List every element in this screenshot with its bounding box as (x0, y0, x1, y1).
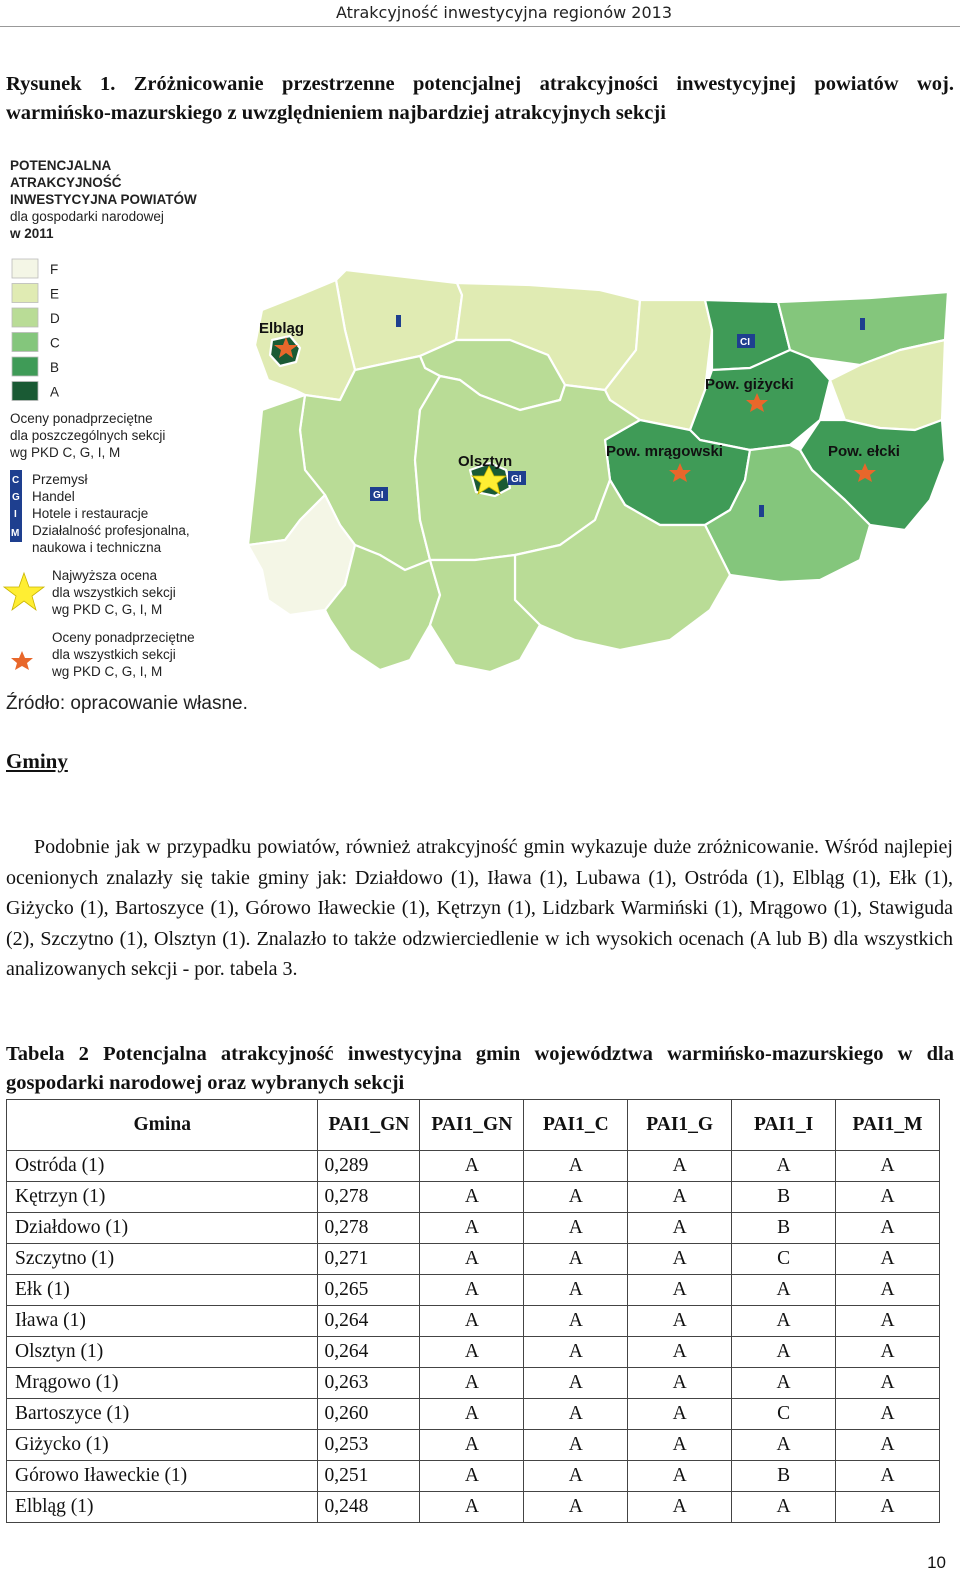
table-cell: 0,289 (318, 1151, 420, 1182)
cell-gmina: Ostróda (1) (7, 1151, 318, 1182)
table-cell: 0,278 (318, 1182, 420, 1213)
data-table (6, 1099, 940, 1523)
table-cell: A (836, 1151, 940, 1182)
legend-swatch-label: E (50, 286, 60, 302)
legend-section-code: G (12, 492, 20, 503)
table-cell: 0,263 (318, 1368, 420, 1399)
table-row (7, 1492, 940, 1523)
figure-source: Źródło: opracowanie własne. (6, 693, 248, 714)
table-row (7, 1182, 940, 1213)
legend-section-code: M (11, 528, 20, 539)
table-cell: A (420, 1399, 524, 1430)
column-header: PAI1_C (524, 1100, 628, 1151)
cell-gmina: Olsztyn (1) (7, 1337, 318, 1368)
table-cell: 0,264 (318, 1306, 420, 1337)
legend-above-text: Oceny ponadprzeciętne (52, 630, 195, 645)
map-badge-i (759, 505, 764, 517)
column-header: PAI1_M (836, 1100, 940, 1151)
table-cell: A (836, 1275, 940, 1306)
legend-swatch-label: D (50, 311, 60, 326)
legend-swatch (12, 284, 38, 303)
table-cell: A (420, 1337, 524, 1368)
table-cell: 0,278 (318, 1213, 420, 1244)
map-label-mragowski: Pow. mrągowski (606, 443, 723, 460)
table-cell: A (732, 1492, 836, 1523)
table-cell: A (524, 1151, 628, 1182)
table-cell: A (420, 1306, 524, 1337)
cell-gmina: Mrągowo (1) (7, 1368, 318, 1399)
table-cell: A (628, 1430, 732, 1461)
table-cell: A (420, 1430, 524, 1461)
table-row (7, 1306, 940, 1337)
table-cell: A (420, 1492, 524, 1523)
table-cell: A (420, 1275, 524, 1306)
table-cell: 0,265 (318, 1275, 420, 1306)
table-cell: A (524, 1399, 628, 1430)
table-cell: A (836, 1337, 940, 1368)
table-cell: A (836, 1306, 940, 1337)
table-cell: A (524, 1492, 628, 1523)
table-cell: A (836, 1492, 940, 1523)
page-number: 10 (927, 1553, 946, 1572)
map-badge-gi-text: GI (373, 490, 384, 501)
body-paragraph: Podobnie jak w przypadku powiatów, również atrakcyjność gmin wykazuje duże zróżnicowanie. Wśród najlepiej ocenionych znalazły się takie gminy jak: Działdowo (1), Iława (1), Lubawa (1), Ostróda (1), Elbląg (1), Ełk (1), Giżycko (1), Bartoszyce (1), Górowo Iławeckie (1), Kętrzyn (1), Lidzbark Warmiński (1), Mrągowo (1), Stawiguda (2), Szczytno (1), Olsztyn (1). Znalazło to także odzwierciedlenie w ich wysokich ocenach (A lub B) dla wszystkich analizowanych sekcji - por. tabela 3. (6, 836, 953, 980)
map-regions (248, 270, 948, 672)
table-cell: A (628, 1399, 732, 1430)
legend-section-label: Działalność profesjonalna, (32, 523, 190, 538)
legend-section-code: C (12, 475, 20, 486)
table-cell: A (732, 1275, 836, 1306)
legend-swatch (12, 333, 38, 352)
running-title: Atrakcyjność inwestycyjna regionów 2013 (335, 3, 672, 22)
table-row (7, 1430, 940, 1461)
legend-above-text: dla wszystkich sekcji (52, 647, 176, 662)
table-cell: 0,260 (318, 1399, 420, 1430)
cell-gmina: Kętrzyn (1) (7, 1182, 318, 1213)
map-badge-gi-text: GI (511, 474, 522, 485)
column-header: PAI1_GN (420, 1100, 524, 1151)
legend-section-label: naukowa i techniczna (32, 540, 162, 555)
table-caption: Tabela 2 Potencjalna atrakcyjność inwestycyjna gmin województwa warmińsko-mazurskiego w dla gospodarki narodowej oraz wybranych sekcji (6, 1043, 954, 1094)
table-cell: A (836, 1461, 940, 1492)
table-cell: A (628, 1492, 732, 1523)
legend-swatch (12, 357, 38, 376)
table-cell: A (628, 1368, 732, 1399)
table-cell: A (524, 1337, 628, 1368)
legend-swatch-label: F (50, 262, 59, 277)
table-cell: A (836, 1244, 940, 1275)
table-cell: 0,264 (318, 1337, 420, 1368)
table-cell: A (836, 1368, 940, 1399)
table-header-row (7, 1100, 940, 1151)
table-cell: A (524, 1213, 628, 1244)
cell-gmina: Ełk (1) (7, 1275, 318, 1306)
table-cell: 0,253 (318, 1430, 420, 1461)
cell-gmina: Działdowo (1) (7, 1213, 318, 1244)
table-cell: A (420, 1461, 524, 1492)
table-cell: A (628, 1151, 732, 1182)
legend-section-code: I (14, 509, 17, 520)
table-cell: A (732, 1306, 836, 1337)
figure-caption: Rysunek 1. Zróżnicowanie przestrzenne potencjalnej atrakcyjności inwestycyjnej powiatów woj. warmińsko-mazurskiego z uwzględnieniem najbardziej atrakcyjnych sekcji (6, 73, 954, 124)
map-label-elblag: Elbląg (259, 320, 305, 337)
column-header: PAI1_GN (318, 1100, 420, 1151)
legend-swatch (12, 259, 38, 278)
legend-swatch-label: B (50, 360, 60, 375)
cell-gmina: Iława (1) (7, 1306, 318, 1337)
legend-sections-note: dla poszczególnych sekcji (10, 428, 166, 443)
table-cell: A (420, 1151, 524, 1182)
column-header: PAI1_I (732, 1100, 836, 1151)
table-cell: A (732, 1430, 836, 1461)
table-cell: 0,251 (318, 1461, 420, 1492)
legend-swatch (12, 382, 38, 401)
map-badge-i (860, 318, 865, 330)
table-cell: A (524, 1461, 628, 1492)
table-cell: C (732, 1399, 836, 1430)
legend-best-star-icon (4, 573, 44, 610)
table-cell: B (732, 1182, 836, 1213)
map-label-olsztyn: Olsztyn (458, 453, 513, 470)
table-cell: A (732, 1151, 836, 1182)
table-cell: A (524, 1306, 628, 1337)
table-row (7, 1368, 940, 1399)
table-cell: B (732, 1213, 836, 1244)
table-cell: A (628, 1461, 732, 1492)
table-cell: A (524, 1275, 628, 1306)
legend-best-text: dla wszystkich sekcji (52, 585, 176, 600)
table-cell: A (420, 1213, 524, 1244)
table-cell: A (524, 1182, 628, 1213)
table-cell: A (628, 1213, 732, 1244)
table-cell: A (628, 1337, 732, 1368)
table-cell: A (628, 1182, 732, 1213)
legend-above-star-icon (11, 651, 33, 670)
legend-swatch-label: C (50, 335, 60, 351)
table-cell: A (524, 1244, 628, 1275)
region-elblaski (255, 280, 355, 400)
legend-classes (12, 259, 60, 401)
table-row (7, 1337, 940, 1368)
legend-sections-note: wg PKD C, G, I, M (10, 445, 121, 460)
map-badge-ci-text: CI (740, 337, 750, 348)
table-cell: A (836, 1182, 940, 1213)
table-cell: A (420, 1244, 524, 1275)
cell-gmina: Bartoszyce (1) (7, 1399, 318, 1430)
legend-title-line: INWESTYCYJNA POWIATÓW (10, 192, 197, 207)
column-header: Gmina (7, 1100, 318, 1151)
legend-title-line: POTENCJALNA (10, 158, 112, 173)
legend-title-line: ATRAKCYJNOŚĆ (10, 175, 122, 190)
table-cell: 0,271 (318, 1244, 420, 1275)
section-heading: Gminy (6, 749, 68, 773)
table-row (7, 1213, 940, 1244)
table-row (7, 1399, 940, 1430)
table-cell: 0,248 (318, 1492, 420, 1523)
column-header: PAI1_G (628, 1100, 732, 1151)
legend-above-text: wg PKD C, G, I, M (52, 664, 163, 679)
table-body (7, 1151, 940, 1523)
table-row (7, 1275, 940, 1306)
legend-swatch-label: A (50, 384, 60, 400)
table-cell: A (836, 1430, 940, 1461)
cell-gmina: Szczytno (1) (7, 1244, 318, 1275)
cell-gmina: Elbląg (1) (7, 1492, 318, 1523)
table-cell: A (732, 1368, 836, 1399)
table-cell: A (524, 1368, 628, 1399)
table-cell: A (628, 1275, 732, 1306)
legend-title-line: dla gospodarki narodowej (10, 209, 164, 224)
table-cell: A (836, 1399, 940, 1430)
legend-section-label: Handel (32, 489, 75, 504)
table-cell: C (732, 1244, 836, 1275)
table-cell: A (732, 1337, 836, 1368)
legend-section-label: Przemysł (32, 472, 88, 487)
legend-swatch (12, 308, 38, 327)
table-cell: B (732, 1461, 836, 1492)
cell-gmina: Górowo Iławeckie (1) (7, 1461, 318, 1492)
table-cell: A (628, 1306, 732, 1337)
map-svg (0, 155, 960, 690)
map-badge-i (396, 315, 401, 327)
table-cell: A (524, 1430, 628, 1461)
table-cell: A (836, 1213, 940, 1244)
legend-sections-note: Oceny ponadprzeciętne (10, 411, 153, 426)
legend-section-label: Hotele i restauracje (32, 506, 149, 521)
table-row (7, 1461, 940, 1492)
legend-title-line: w 2011 (10, 226, 54, 241)
table-cell: A (420, 1182, 524, 1213)
running-header (0, 0, 960, 27)
map-label-gizycki: Pow. giżycki (705, 376, 794, 393)
legend-best-text: wg PKD C, G, I, M (52, 602, 163, 617)
table-row (7, 1151, 940, 1182)
figure-map (0, 155, 960, 690)
legend-best-text: Najwyższa ocena (52, 568, 158, 583)
table-cell: A (628, 1244, 732, 1275)
table-cell: A (420, 1368, 524, 1399)
table-row (7, 1244, 940, 1275)
map-label-elcki: Pow. ełcki (828, 443, 900, 460)
cell-gmina: Giżycko (1) (7, 1430, 318, 1461)
